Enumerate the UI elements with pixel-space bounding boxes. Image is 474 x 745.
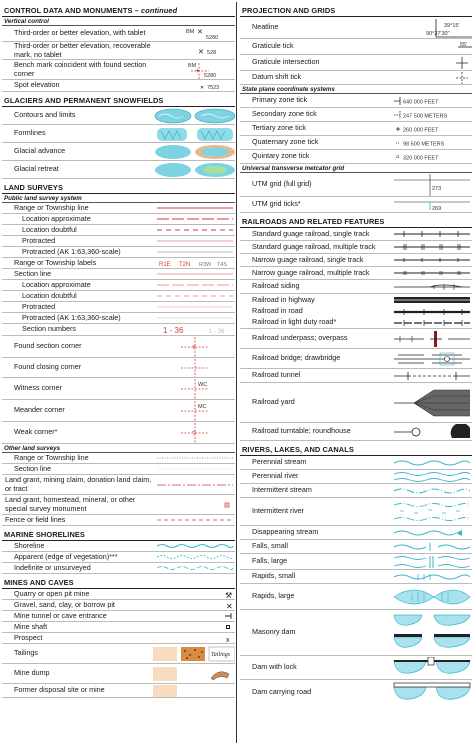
legend-label: Indefinite or unsurveyed: [14, 562, 91, 572]
legend-row: [240, 526, 472, 540]
legend-row: [240, 349, 472, 369]
bench-mark-corner-symbol: [153, 60, 235, 79]
township-approx-symbol: [153, 214, 235, 224]
legend-label: Railroad in light duty road*: [252, 317, 337, 327]
legend-label: Graticule intersection: [252, 57, 320, 67]
column-divider: [236, 2, 237, 743]
legend-label: Railroad turntable; roundhouse: [252, 426, 351, 436]
legend-row: [240, 94, 472, 108]
legend-row: [2, 324, 235, 336]
elevation-value: 5280: [206, 34, 219, 41]
legend-label: Location approximate: [22, 279, 91, 289]
elevation-value: 528: [207, 49, 217, 56]
svg-text:?: ?: [192, 430, 196, 437]
legend-row: [2, 358, 235, 378]
township-doubtful-symbol: [153, 225, 235, 235]
rr-standard-single-symbol: [390, 228, 472, 240]
legend-row: [240, 570, 472, 584]
legend-row: [2, 291, 235, 302]
rr-narrow-multiple-symbol: [390, 267, 472, 279]
zone-value: 320 000 FEET: [403, 155, 439, 161]
legend-label: Quintary zone tick: [252, 151, 310, 161]
legend-row: [2, 622, 235, 633]
tailings-symbol: [153, 644, 235, 663]
legend-label: Fence or field lines: [5, 514, 66, 524]
legend-row: [2, 336, 235, 358]
subheader-public-land: Public land survey system: [2, 194, 235, 203]
legend-row: [240, 17, 472, 39]
legend-row: [240, 423, 472, 441]
legend-label: Shoreline: [14, 540, 45, 550]
bm-text: BM: [186, 28, 195, 35]
legend-row: [2, 236, 235, 247]
legend-row: [240, 241, 472, 254]
legend-row: [240, 71, 472, 85]
legend-label: Gravel, sand, clay, or borrow pit: [14, 599, 115, 609]
perennial-stream-symbol: [390, 456, 472, 469]
legend-label: Dam with lock: [252, 662, 297, 672]
legend-row: [2, 161, 235, 179]
section-numbers-gray: 1 - 36: [209, 328, 225, 335]
legend-row: [2, 203, 235, 214]
svg-text:x: x: [226, 636, 230, 643]
legend-label: Contours and limits: [14, 110, 76, 120]
section-title-suffix: – continued: [132, 6, 178, 15]
section-numbers-symbol: [153, 324, 235, 335]
legend-row: [240, 610, 472, 656]
legend-label: Railroad in highway: [252, 294, 315, 304]
legend-row: [240, 584, 472, 610]
intermittent-river-symbol: [390, 498, 472, 525]
neatline-lon: 90°37'30": [426, 30, 450, 37]
rr-tunnel-symbol: [390, 369, 472, 382]
other-township-symbol: [153, 453, 235, 463]
svg-text:✕: ✕: [198, 48, 204, 56]
legend-row: [2, 26, 235, 42]
legend-label: Narrow guage railroad, single track: [252, 254, 364, 264]
section-protracted-symbol: [153, 302, 235, 312]
legend-row: [240, 39, 472, 55]
legend-row: [240, 329, 472, 349]
legend-label: Railroad siding: [252, 281, 300, 291]
legend-row: [240, 656, 472, 680]
legend-row: [2, 600, 235, 611]
legend-row: [2, 400, 235, 422]
quaternary-zone-tick-symbol: [390, 136, 472, 149]
legend-row: [2, 378, 235, 400]
legend-row: [2, 684, 235, 698]
neatline-lat: 39°15': [444, 22, 460, 29]
glacier-formlines-symbol: [153, 125, 235, 142]
legend-row: [2, 125, 235, 143]
legend-row: [2, 422, 235, 444]
legend-label: Third-order or better elevation, with tablet: [14, 28, 146, 38]
legend-label: Intermittent river: [252, 506, 304, 516]
legend-row: [2, 552, 235, 563]
legend-label: Tailings: [14, 648, 38, 658]
perennial-river-symbol: [390, 470, 472, 483]
legend-row: [2, 541, 235, 552]
legend-label: Falls, large: [252, 556, 288, 566]
label-r3w: R3W: [199, 261, 212, 268]
legend-row: [2, 107, 235, 125]
legend-row: [2, 563, 235, 574]
legend-row: [2, 589, 235, 600]
legend-label: Falls, small: [252, 541, 288, 551]
legend-label: Rapids, large: [252, 591, 295, 601]
legend-label: Disappearing stream: [252, 527, 319, 537]
legend-row: [2, 247, 235, 258]
legend-label: Formlines: [14, 128, 46, 138]
legend-label: Glacial advance: [14, 146, 66, 156]
section-doubtful-symbol: [153, 291, 235, 301]
rr-standard-multiple-symbol: [390, 241, 472, 253]
legend-label: Rapids, small: [252, 571, 296, 581]
legend-row: [240, 680, 472, 704]
legend-row: [240, 254, 472, 267]
falls-large-symbol: [390, 554, 472, 569]
legend-label: Primary zone tick: [252, 95, 308, 105]
tertiary-zone-tick-symbol: [390, 122, 472, 135]
subheader-state-plane: State plane coordinate systems: [240, 85, 472, 94]
indefinite-shoreline-symbol: [153, 563, 235, 573]
quarry-icon: [153, 589, 235, 599]
legend-label: Found closing corner: [14, 362, 82, 372]
legend-label: Meander corner: [14, 405, 65, 415]
legend-label: Dam carrying road: [252, 686, 312, 696]
utm-ticks-value: 269: [432, 205, 442, 212]
mine-dump-symbol: [153, 664, 235, 683]
legend-row: [240, 470, 472, 484]
legend-row: [2, 611, 235, 622]
fence-line-symbol: [153, 515, 235, 525]
legend-row: [2, 269, 235, 280]
prospect-icon: [153, 633, 235, 643]
township-line-symbol: [153, 203, 235, 213]
tablet-elevation-symbol: [153, 26, 235, 41]
land-grant-symbol: [153, 475, 235, 494]
legend-row: [240, 554, 472, 570]
section-header-projection: PROJECTION AND GRIDS: [240, 4, 472, 17]
legend-row: [2, 302, 235, 313]
zone-value: 640 000 FEET: [403, 99, 439, 105]
legend-label: Narrow guage railroad, multiple track: [252, 267, 370, 277]
rr-in-highway-symbol: [390, 294, 472, 306]
township-protracted-ak-symbol: [153, 247, 235, 257]
section-title: CONTROL DATA AND MONUMENTS: [4, 6, 133, 15]
legend-label: Standard guage railroad, multiple track: [252, 241, 376, 251]
township-labels-symbol: [153, 258, 235, 268]
legend-label: Glacial retreat: [14, 164, 59, 174]
wc-label: WC: [198, 381, 208, 388]
township-protracted-symbol: [153, 236, 235, 246]
witness-corner-symbol: [153, 378, 235, 399]
legend-row: [2, 42, 235, 60]
utm-ticks-symbol: [390, 197, 472, 212]
legend-label: Witness corner: [14, 383, 62, 393]
legend-row: [240, 306, 472, 317]
rr-turntable-symbol: [390, 423, 472, 440]
legend-row: [240, 540, 472, 554]
subheader-vertical-control: Vertical control: [2, 17, 235, 26]
legend-row: [240, 108, 472, 122]
legend-label: Mine dump: [14, 668, 50, 678]
glacial-retreat-symbol: [153, 161, 235, 178]
weak-corner-symbol: [153, 422, 235, 443]
section-numbers-red: 1 - 36: [163, 325, 184, 335]
svg-text:✕: ✕: [200, 84, 205, 91]
utm-grid-value: 273: [432, 185, 442, 192]
glacial-advance-symbol: [153, 143, 235, 160]
legend-row: [2, 143, 235, 161]
dam-carrying-road-symbol: [390, 680, 472, 704]
legend-label: Spot elevation: [14, 80, 60, 90]
legend-row: [2, 225, 235, 236]
rapids-large-symbol: [390, 584, 472, 609]
legend-row: [2, 453, 235, 464]
rr-bridge-symbol: [390, 349, 472, 368]
legend-label: Neatline: [252, 22, 279, 32]
apparent-shoreline-symbol: [153, 552, 235, 562]
legend-label: Tertiary zone tick: [252, 123, 306, 133]
section-approx-symbol: [153, 280, 235, 290]
mine-tunnel-icon: [153, 611, 235, 621]
section-header-glaciers: GLACIERS AND PERMANENT SNOWFIELDS: [2, 94, 235, 107]
legend-label: Range or Township line: [14, 452, 89, 462]
legend-row: [240, 122, 472, 136]
rr-siding-symbol: [390, 280, 472, 293]
legend-row: [2, 258, 235, 269]
legend-label: Apparent (edge of vegetation)***: [14, 551, 118, 561]
label-r1e: R1E: [159, 261, 171, 268]
section-header-rivers: RIVERS, LAKES, AND CANALS: [240, 443, 472, 456]
legend-label: Secondary zone tick: [252, 109, 317, 119]
intermittent-stream-symbol: [390, 484, 472, 497]
legend-label: Range or Township labels: [14, 257, 97, 267]
former-disposal-symbol: [153, 684, 235, 697]
legend-label: Railroad in road: [252, 306, 303, 316]
section-header-railroads: RAILROADS AND RELATED FEATURES: [240, 215, 472, 228]
legend-label: Intermittent stream: [252, 485, 312, 495]
legend-label: Bench mark coincident with found section corner: [14, 60, 147, 78]
svg-text:+: +: [195, 67, 200, 75]
rr-in-road-symbol: [390, 306, 472, 317]
tailings-word: Tailings: [211, 651, 231, 658]
legend-label: Perennial river: [252, 471, 299, 481]
legend-label: Railroad tunnel: [252, 370, 301, 380]
legend-row: [240, 173, 472, 197]
mc-label: MC: [198, 403, 207, 410]
rr-yard-symbol: [390, 383, 472, 422]
legend-label: Masonry dam: [252, 627, 296, 637]
legend-row: [240, 498, 472, 526]
elevation-value: 5280: [204, 72, 217, 79]
section-protracted-ak-symbol: [153, 313, 235, 323]
legend-label: Location doubtful: [22, 290, 77, 300]
legend-row: [240, 267, 472, 280]
other-section-symbol: [153, 464, 235, 474]
legend-row: [240, 136, 472, 150]
legend-label: Protracted: [22, 301, 56, 311]
section-header-marine: MARINE SHORELINES: [2, 528, 235, 541]
legend-row: [2, 515, 235, 526]
glacier-contours-symbol: [153, 107, 235, 124]
label-t2n: T2N: [179, 261, 191, 268]
right-column: [240, 4, 472, 704]
legend-row: [240, 55, 472, 71]
legend-row: [2, 495, 235, 515]
svg-text:⚒: ⚒: [225, 590, 233, 599]
legend-row: [2, 80, 235, 92]
left-column: [2, 4, 235, 698]
section-header-mines: MINES AND CAVES: [2, 576, 235, 589]
legend-row: [2, 633, 235, 644]
found-corner-symbol: [153, 336, 235, 357]
legend-label: Graticule tick: [252, 41, 294, 51]
survey-monument-symbol: [153, 495, 235, 514]
legend-label: Location doubtful: [22, 224, 77, 234]
legend-label: Railroad yard: [252, 397, 295, 407]
falls-small-symbol: [390, 540, 472, 553]
legend-label: Quaternary zone tick: [252, 137, 319, 147]
utm-grid-symbol: [390, 173, 472, 196]
quintary-zone-tick-symbol: [390, 150, 472, 163]
legend-row: [240, 280, 472, 294]
recoverable-mark-symbol: [153, 42, 235, 59]
legend-label: Section line: [14, 463, 52, 473]
legend-row: [2, 60, 235, 80]
legend-label: Railroad bridge; drawbridge: [252, 353, 341, 363]
legend-label: Found section corner: [14, 341, 82, 351]
section-line-symbol: [153, 269, 235, 279]
graticule-tick-symbol: [390, 39, 472, 54]
legend-label: Land grant, mining claim, donation land claim, or tract: [5, 475, 152, 493]
legend-row: [2, 464, 235, 475]
legend-row: [2, 214, 235, 225]
legend-row: [240, 383, 472, 423]
legend-label: Protracted (AK 1:63,360-scale): [22, 246, 121, 256]
mine-shaft-icon: [153, 622, 235, 632]
legend-row: [240, 456, 472, 470]
secondary-zone-tick-symbol: [390, 108, 472, 121]
legend-row: [2, 475, 235, 495]
spot-elevation-symbol: [153, 80, 235, 91]
closing-corner-symbol: [153, 358, 235, 377]
legend-label: Former disposal site or mine: [14, 685, 105, 695]
legend-label: Railroad underpass; overpass: [252, 333, 348, 343]
section-header-land-surveys: LAND SURVEYS: [2, 181, 235, 194]
rr-narrow-single-symbol: [390, 254, 472, 266]
legend-label: Third-order or better elevation, recoverable mark, no tablet: [14, 41, 151, 59]
legend-row: [240, 228, 472, 241]
legend-label: Mine tunnel or cave entrance: [14, 610, 107, 620]
disappearing-stream-symbol: [390, 526, 472, 539]
legend-label: Protracted: [22, 235, 56, 245]
graticule-tick-value: 55': [460, 41, 468, 48]
graticule-intersection-symbol: [390, 55, 472, 70]
svg-text:+: +: [191, 342, 197, 351]
subheader-other-land-surveys: Other land surveys: [2, 444, 235, 453]
shoreline-symbol: [153, 541, 235, 551]
legend-row: [2, 280, 235, 291]
primary-zone-tick-symbol: [390, 94, 472, 107]
legend-row: [240, 484, 472, 498]
label-t4s: T4S: [217, 261, 228, 268]
subheader-utm: Universal transverse metcator grid: [240, 164, 472, 173]
dam-with-lock-symbol: [390, 656, 472, 679]
legend-label: Section line: [14, 268, 52, 278]
legend-label: Standard guage railroad, single track: [252, 228, 370, 238]
zone-value: 260 000 FEET: [403, 127, 439, 133]
gravel-pit-icon: [153, 600, 235, 610]
legend-label: UTM grid ticks*: [252, 199, 301, 209]
legend-row: [2, 664, 235, 684]
masonry-dam-symbol: [390, 610, 472, 655]
legend-label: Mine shaft: [14, 621, 48, 631]
legend-row: [240, 197, 472, 213]
legend-row: [240, 150, 472, 164]
legend-label: Quarry or open pit mine: [14, 588, 90, 598]
legend-row: [240, 369, 472, 383]
datum-shift-symbol: [390, 71, 472, 84]
legend-row: [240, 294, 472, 306]
svg-text:✕: ✕: [226, 601, 233, 610]
rapids-small-symbol: [390, 570, 472, 583]
legend-label: Prospect: [14, 632, 43, 642]
legend-label: Protracted (AK 1:63,360-scale): [22, 312, 121, 322]
legend-label: Datum shift tick: [252, 72, 302, 82]
elevation-value: 7523: [207, 84, 220, 91]
rr-in-light-road-symbol: [390, 317, 472, 328]
legend-label: Weak corner*: [14, 427, 58, 437]
legend-row: [240, 317, 472, 329]
legend-label: Land grant, homestead, mineral, or other special survey monument: [5, 495, 136, 513]
zone-value: 247 500 METERS: [403, 113, 448, 119]
meander-corner-symbol: [153, 400, 235, 421]
zone-value: 98 500 METERS: [403, 141, 445, 147]
neatline-symbol: [390, 17, 472, 38]
svg-text:✕: ✕: [197, 28, 203, 36]
legend-label: Location approximate: [22, 213, 91, 223]
legend-label: Range or Township line: [14, 202, 89, 212]
legend-row: [2, 313, 235, 324]
legend-row: [2, 644, 235, 664]
section-header-control: [2, 4, 235, 17]
bm-text: BM: [188, 62, 197, 69]
legend-label: Perennial stream: [252, 457, 307, 467]
legend-label: Section numbers: [22, 324, 76, 334]
legend-label: UTM grid (full grid): [252, 179, 312, 189]
rr-underpass-symbol: [390, 329, 472, 348]
